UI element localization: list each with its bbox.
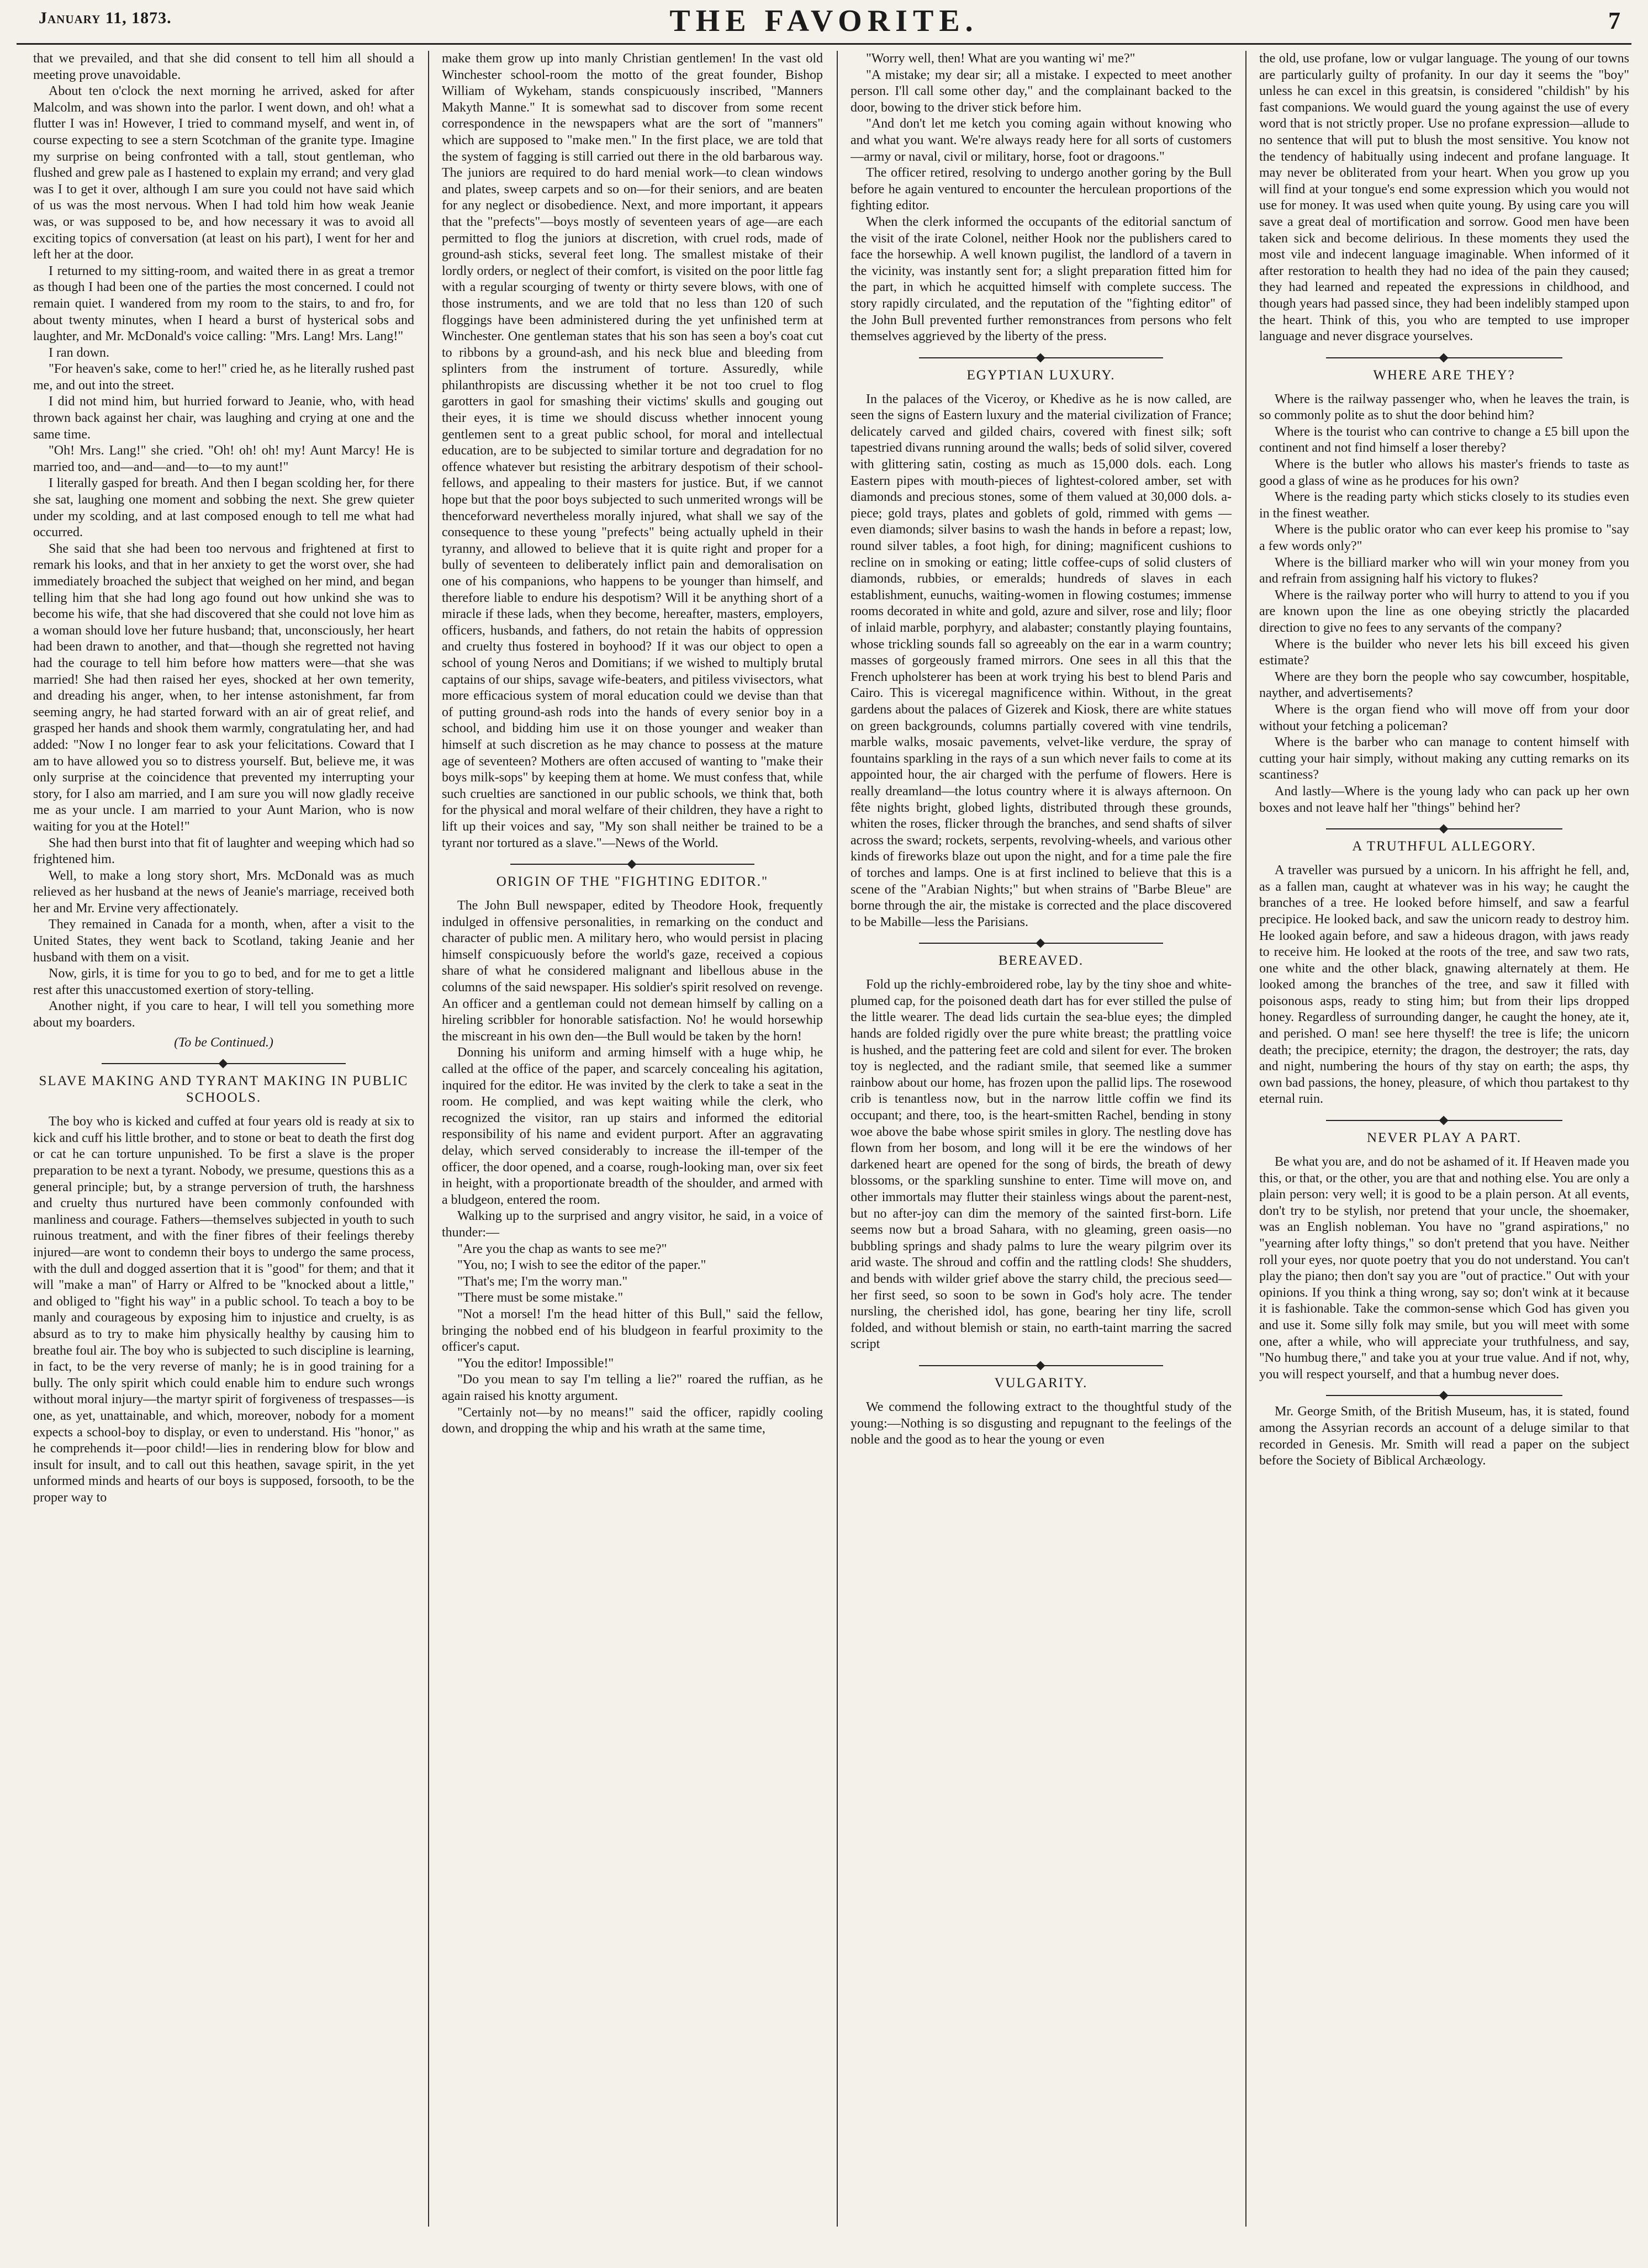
heading-truthful-allegory: A TRUTHFUL ALLEGORY. (1352, 839, 1536, 854)
paragraph: Walking up to the surprised and angry visitor, he said, in a voice of thunder:— (442, 1209, 823, 1240)
paragraph: Mr. George Smith, of the British Museum, has, it is stated, found among the Assyrian records an account of a deluge similar to that recorded in Genesis. Mr. Smith will read a paper on the subject before the Society of Biblical Archæology. (1259, 1404, 1629, 1468)
paragraph: Where is the railway passenger who, when he leaves the train, is so commonly polite as to shut the door behind him? (1259, 392, 1629, 423)
column-rule (428, 51, 429, 2227)
column-4 (1259, 51, 1629, 2227)
paragraph: "For heaven's sake, come to her!" cried he, as he literally rushed past me, and out into the street. (33, 362, 414, 393)
masthead (17, 0, 1631, 41)
section-divider (1259, 1392, 1629, 1399)
column-1 (33, 51, 414, 2227)
paragraph: "Certainly not—by no means!" said the officer, rapidly cooling down, and dropping the whip and his wrath at the same time, (442, 1405, 823, 1436)
paragraph: Another night, if you care to hear, I will tell you something more about my boarders. (33, 999, 414, 1030)
column-rule (1245, 51, 1246, 2227)
issue-date: January 11, 1873. (39, 9, 172, 27)
paragraph: Where is the butler who allows his master's friends to taste as good a glass of wine as he produces for his own? (1259, 457, 1629, 488)
paragraph: "Not a morsel! I'm the head hitter of this Bull," said the fellow, bringing the nobbed end of his bludgeon in fearful proximity to the officer's caput. (442, 1307, 823, 1355)
heading-where-are-they: WHERE ARE THEY? (1373, 367, 1515, 383)
paragraph: Where is the public orator who can ever keep his promise to "say a few words only?" (1259, 522, 1629, 554)
paragraph: "And don't let me ketch you coming again without knowing who and what you want. We're always ready here for all sorts of customers—army or naval, civil or military, horse, foot or dragoons." (851, 117, 1232, 164)
paragraph: Where is the barber who can manage to content himself with cutting your hair simply, without making any cutting remarks on its scantiness? (1259, 735, 1629, 783)
section-divider (442, 860, 823, 868)
paragraph: Fold up the richly-embroidered robe, lay by the tiny shoe and white-plumed cap, for the poisoned death dart has for ever stilled the pulse of the little wearer. The dead lids curtain the sea-blue eyes; the dimpled hands are folded rigidly over the pure white breast; the prattling voice is hushed, and the pattering feet are cold and silent for ever. The broken toy is neglected, and the radiant smile, that seemed like a summer rainbow about our home, has frozen upon the pallid lips. The rosewood crib is tenantless now, but in the narrow little coffin we find its occupant; and there, too, is the heart-smitten Rachel, bending in stony woe above the babe whose spirit smiles in glory. The nestling dove has flown from her bosom, and long will it be ere the windows of her darkened heart are opened for the song of birds, the breath of dewy blossoms, or the sparkling sunshine to enter. Time will move on, and other immortals may flutter their stainless wings about the parent-nest, but no after-joy can dim the memory of the sainted first-born. Life seems now but a broad Sahara, with no gleaming, green oasis—no bubbling springs and shady palms to lure the weary pilgrim over its arid waste. The shroud and coffin and the rattling clods! She shudders, and bends with wilder grief above the starry child, the precious seed—her first seed, so soon to be sown in God's holy acre. The tender nursling, the cherished idol, has gone, bearing her tiny life, scroll folded, and without blemish or stain, no earth-taint marring the sacred script (851, 977, 1232, 1352)
paragraph: Well, to make a long story short, Mrs. McDonald was as much relieved as her husband at the news of Jeanie's marriage, received both her and Mr. Ervine very affectionately. (33, 868, 414, 916)
section-divider (1259, 354, 1629, 362)
paragraph: that we prevailed, and that she did consent to tell him all should a meeting prove unavoidable. (33, 51, 414, 82)
paragraph: the old, use profane, low or vulgar language. The young of our towns are particularly guilty of profanity. In our day it seems the "boy" unless he can excel in this greatsin, is considered "childish" by his fast companions. We would guard the young against the use of every word that is not strictly proper. Use no profane expression—allude to no sentence that will put to blush the most sensitive. You know not the tendency of habitually using indecent and profane language. It may never be obliterated from your heart. When you grow up you will find at your tongue's end some expression which you would not use for money. It was used when quite young. By using care you will save a great deal of mortification and sorrow. Good men have been taken sick and become delirious. In these moments they used the most vile and indecent language imaginable. When informed of it after restoration to health they had no idea of the pain they caused; they had learned and repeated the expressions in childhood, and though years had passed since, they had been indelibly stamped upon the heart. Think of this, you who are tempted to use improper language and never disgrace yourselves. (1259, 51, 1629, 344)
column-3 (851, 51, 1232, 2227)
paragraph: The John Bull newspaper, edited by Theodore Hook, frequently indulged in offensive personalities, in remarking on the conduct and character of public men. A military hero, who would persist in placing himself conspicuously before the world's gaze, received a copious share of what he considered malignant and libellous abuse in the columns of the said newspaper. His soldier's spirit resolved on revenge. An officer and a gentleman could not demean himself by calling on a hireling scribbler for honorable satisfaction. No! he would horsewhip the miscreant in his own den—the Bull would be taken by the horn! (442, 898, 823, 1044)
paragraph: I did not mind him, but hurried forward to Jeanie, who, with head thrown back against her chair, was laughing and crying at one and the same time. (33, 394, 414, 442)
paragraph: I literally gasped for breath. And then I began scolding her, for there she sat, laughing one moment and sobbing the next. She grew quieter under my scolding, and at last composed enough to tell me what had occurred. (33, 476, 414, 540)
paragraph: Where is the reading party which sticks closely to its studies even in the finest weather. (1259, 490, 1629, 521)
paragraph: The officer retired, resolving to undergo another goring by the Bull before he again ventured to encounter the herculean proportions of the fighting editor. (851, 166, 1232, 213)
paragraph: make them grow up into manly Christian gentlemen! In the vast old Winchester school-room the motto of the great founder, Bishop William of Wykeham, stands conspicuously inscribed, "Manners Makyth Manne." It is somewhat sad to discover from some recent correspondence in the newspapers what are the sort of "manners" which are supposed to "make men." In the first place, we are told that the system of fagging is still carried out there in the old barbarous way. The juniors are required to do hard menial work—to clean windows and plates, sweep carpets and so on—for their seniors, and are beaten for any neglect or disobedience. Next, and more important, it appears that the "prefects"—boys mostly of seventeen years of age—are each permitted to flog the juniors at discretion, with cruel rods, made of ground-ash sticks, several feet long. The smallest mistake of their lordly orders, or neglect of their comfort, is visited on the poor little fag with a regular scourging of twenty or thirty severe blows, with one of those instruments, and we are told that no less than 120 of such floggings have been administered during the yet unfinished term at Winchester. One gentleman states that his son has seen a boy's coat cut to ribbons by a ground-ash, and his neck blue and bleeding from splinters from the instrument of torture. Assuredly, while philanthropists are discussing whether it be not too cruel to flog garotters in gaol for smashing their victims' skulls and gouging out their eyes, it is time we should discuss whether innocent young gentlemen sent to a great public school, for moral and intellectual education, are to be subjected to similar torture and degradation for no offence whatever but resisting the arbitrary despotism of their school-fellows, and appealing to their masters for justice. But, if we cannot hope but that the poor boys subjected to such unmerited wrongs will be thenceforward nevertheless morally injured, what shall we say of the consequence to these young "prefects" being actually upheld in their tyranny, and allowed to believe that it is quite right and proper for a bully of seventeen to deliberately inflict pain and demoralisation on one of his companions, who happens to be younger than himself, and therefore liable to endure his despotism? Will it be anything short of a miracle if these lads, when they become, hereafter, masters, employers, officers, husbands, and fathers, do not retain the habits of oppression and cruelty thus fostered in boyhood? If it was our object to open a school of young Neros and Domitians; if we wished to multiply brutal captains of our ships, savage wife-beaters, and pitiless vivisectors, what more efficacious system of moral education could we devise than that of putting ground-ash rods into the hands of every senior boy in a school, and bidding him use it on those younger and weaker than himself at such discretion as he may chance to possess at the mature age of seventeen? Mothers are often accused of wanting to "make their boys milk-sops" by keeping them at home. We must confess that, while such cruelties are sanctioned in our public schools, we think that, both for the physical and moral welfare of their children, they have a right to lift up their voices and say, "My son shall neither be trained to be a tyrant nor tortured as a slave."—News of the World. (442, 51, 823, 850)
paragraph: A traveller was pursued by a unicorn. In his affright he fell, and, as a fallen man, caught at whatever was in his way; he caught the branches of a tree. He looked before himself, and saw a fearful precipice. He looked back, and saw the unicorn ready to destroy him. He looked again before, and saw a hideous dragon, with jaws ready to receive him. He looked at the roots of the tree, and saw two rats, one white and the other black, gnawing alternately at them. He looked among the branches of the tree, and saw it filled with poisonous asps, ready to sting him; but from their lips dropped honey. Regardless of surrounding danger, he caught the honey, ate it, and perished. O man! see here thyself! the tree is life; the unicorn death; the precipice, eternity; the dragon, the destroyer; the rats, day and night, numbering the hours of thy stay on earth; the asps, thy own bad passions, the honey, pleasure, of which thou partakest to thy eternal ruin. (1259, 863, 1629, 1107)
paragraph: In the palaces of the Viceroy, or Khedive as he is now called, are seen the signs of Eastern luxury and the material civilization of France; delicately carved and gilded chairs, covered with finest silk; soft tapestried divans running around the walls; beds of solid silver, covered with glittering satin, costing as much as 15,000 dols. each. Long Eastern pipes with mouth-pieces of lightest-colored amber, set with diamonds and precious stones, some of them valued at 30,000 dols. a-piece; gold trays, plates and goblets of gold, rimmed with gems — even diamonds; silver basins to wash the hands in before a repast; low, round silver tables, a foot high, for dining; magnificent cushions to recline on in smoking or eating; little coffee-cups of solid clusters of diamonds, rubbies, or emeralds; hundreds of slaves in each establishment, eunuchs, waiting-women in flowing costumes; immense rooms decorated in white and gold, azure and silver, rose and lily; floor of inlaid marble, porphyry, and alabaster; constantly playing fountains, whose trickling sounds fall so agreeably on the ear in a warm country; masses of gorgeously framed mirrors. One sees in all this that the French upholsterer has been at work trying his best to blend Paris and Cairo. This is viceregal magnificence within. Without, in the great gardens about the palaces of Gizerek and Kiosk, there are white statues on green backgrounds, columns partially covered with vine tendrils, marble walks, mosaic pavements, velvet-like verdure, the spray of fountains sparkling in the rays of a sun which never fails to come at its appointed hour, the air charged with the perfume of flowers. Here is really dreamland—the lotus country where it is always afternoon. On fête nights bright, globed lights, distributed through these grounds, whiten the roses, flicker through the branches, and send shafts of silver across the sward; rockets, serpents, revolving-wheels, and various other kinds of fireworks blaze out upon the night, and for a time pale the fire of torches and lamps. One is at first inclined to believe that this is a scene of the "Arabian Nights;" but when strains of "Barbe Bleue" are borne through the air, the mistake is corrected and the place discovered to be Mabille—less the Parisians. (851, 392, 1232, 929)
section-divider (1259, 825, 1629, 833)
paragraph: And lastly—Where is the young lady who can pack up her own boxes and not leave half her "things" behind her? (1259, 784, 1629, 815)
column-rule (837, 51, 838, 2227)
paragraph: She said that she had been too nervous and frightened at first to remark his looks, and that in her anxiety to get the worst over, she had immediately broached the subject that weighed on her mind, and began telling him that she had long ago found out how unkind she was to become his wife, that she had discovered that she could not love him as a woman should love her future husband; that, unconsciously, her heart had been drawn to another, and that—though she regretted not having had the courage to tell him before how matters were—that she was married! She had then raised her eyes, shocked at her own temerity, and dreading his anger, when, to her intense astonishment, far from seeming angry, he had started forward with an air of great relief, and grasped her hands and shook them warmly, congratulating her, and had added: "Now I no longer fear to ask your felicitations. Coward that I am to have allowed you so to distress yourself. But, believe me, it was only surprise at the coincidence that prevented my interrupting your story, for I also am married, and I am sure you will now gladly receive me as your uncle. I am married to your Aunt Marion, who is now waiting for you at the Hotel!" (33, 541, 414, 834)
paragraph: We commend the following extract to the thoughtful study of the young:—Nothing is so disgusting and repugnant to the feelings of the noble and the good as to hear the young or even (851, 1399, 1232, 1447)
heading-egyptian-luxury: EGYPTIAN LUXURY. (966, 367, 1116, 383)
paragraph: The boy who is kicked and cuffed at four years old is ready at six to kick and cuff his little brother, and to stone or beat to death the first dog or cat he can torture unpunished. To be first a slave is the proper preparation to be next a tyrant. Nobody, we presume, questions this as a general principle; but, by a strange perversion of truth, the harshness and cruelty thus nurtured have been commonly confounded with manliness and courage. Fathers—themselves subjected in youth to such ruinous treatment, and with the finer fibres of their feelings thereby injured—are wont to condemn their boys to undergo the same process, with the dull and dogged assertion that it is "good" for them; and that it will "make a man" of Harry or Alfred to be "knocked about a little," and obliged to "fight his way" in a public school. To teach a boy to be manly and courageous by exposing him to injustice and cruelty, is as absurd as to try to make him physically healthy by causing him to breathe foul air. The boy who is subjected to such discipline is learning, in fact, to be the very reverse of manly; he is in good training for a bully. The only spirit which could enable him to endure such wrongs without moral injury—the martyr spirit of forgiveness of trespasses—is one, as yet, unattainable, and which, moreover, nobody for a moment expects a school-boy to display, or even to understand. His "honor," as he comprehends it—poor child!—lies in rendering blow for blow and insult for insult, and to call out this heathen, savage spirit, in the yet unformed minds and hearts of our boys is supposed, forsooth, to be the proper way to (33, 1114, 414, 1505)
paragraph: They remained in Canada for a month, when, after a visit to the United States, they went back to Scotland, taking Jeanie and her husband with them on a visit. (33, 917, 414, 965)
paragraph: "A mistake; my dear sir; all a mistake. I expected to meet another person. I'll call some other day," and the complainant backed to the door, bowing to the driver stick before him. (851, 67, 1232, 115)
heading-bereaved: BEREAVED. (998, 953, 1084, 969)
paragraph: "Do you mean to say I'm telling a lie?" roared the ruffian, as he again raised his knotty argument. (442, 1372, 823, 1403)
paragraph: "Oh! Mrs. Lang!" she cried. "Oh! oh! oh! my! Aunt Marcy! He is married too, and—and—and—to—to my aunt!" (33, 443, 414, 474)
to-be-continued: (To be Continued.) (174, 1035, 273, 1050)
newspaper-title: THE FAVORITE. (669, 4, 979, 38)
heading-slave-making: SLAVE MAKING AND TYRANT MAKING IN PUBLIC SCHOOLS. (39, 1074, 409, 1106)
section-divider (851, 354, 1232, 362)
paragraph: I returned to my sitting-room, and waited there in as great a tremor as though I had been one of the parties the most concerned. I could not remain quiet. I wandered from my room to the stairs, to and fro, for about twenty minutes, when I heard a burst of hysterical sobs and laughter, and Mr. McDonald's voice calling: "Mrs. Lang! Mrs. Lang!" (33, 263, 414, 344)
paragraph: She had then burst into that fit of laughter and weeping which had so frightened him. (33, 836, 414, 867)
paragraph: About ten o'clock the next morning he arrived, asked for after Malcolm, and was shown into the parlor. I went down, and oh! what a flutter I was in! However, I tried to command myself, and went in, of course expecting to see a stern Scotchman of the granite type. Imagine my surprise on being confronted with a tall, stout gentleman, who flushed and grew pale as I hastened to explain my errand; and very glad was I to get it over, although I am sure you could not have said which of us was the most nervous. When I had told him how weak Jeanie was, or was supposed to be, and how necessary it was to avoid all exciting topics of conversation (at least on his part), I went for her and left her at the door. (33, 84, 414, 262)
paragraph: Where is the builder who never lets his bill exceed his given estimate? (1259, 637, 1629, 668)
paragraph: "Worry well, then! What are you wanting wi' me?" (866, 51, 1135, 66)
paragraph: "Are you the chap as wants to see me?" (457, 1241, 667, 1256)
heading-never-play-a-part: NEVER PLAY A PART. (1367, 1130, 1522, 1146)
paragraph: "There must be some mistake." (457, 1291, 624, 1305)
paragraph: "That's me; I'm the worry man." (457, 1274, 628, 1289)
paragraph: Where is the railway porter who will hurry to attend to you if you are known upon the line as one obeying strictly the placarded direction to give no fees to any servants of the company? (1259, 588, 1629, 635)
paragraph: Where are they born the people who say cowcumber, hospitable, nayther, and advertisements? (1259, 669, 1629, 701)
paragraph: When the clerk informed the occupants of the editorial sanctum of the visit of the irate Colonel, neither Hook nor the publishers cared to face the horsewhip. A well known pugilist, the landlord of a tavern in the vicinity, was instantly sent for; a slight preparation fitted him for the part, in which he acquitted himself with complete success. The story rapidly circulated, and the reputation of the "fighting editor" of the John Bull prevented further remonstrances from persons who felt themselves aggrieved by the liberty of the press. (851, 214, 1232, 344)
paragraph: Where is the organ fiend who will move off from your door without your fetching a policeman? (1259, 702, 1629, 733)
heading-vulgarity: VULGARITY. (994, 1375, 1088, 1391)
paragraph: Now, girls, it is time for you to go to bed, and for me to get a little rest after this unaccustomed exertion of story-telling. (33, 966, 414, 997)
story-continuation (33, 51, 414, 1051)
column-2 (442, 51, 823, 2227)
paragraph: "You, no; I wish to see the editor of the paper." (457, 1258, 706, 1273)
heading-fighting-editor: ORIGIN OF THE "FIGHTING EDITOR." (496, 874, 769, 890)
masthead-rule (17, 43, 1631, 45)
page-number: 7 (1608, 7, 1620, 34)
paragraph: Where is the billiard marker who will win your money from you and refrain from assigning half his victory to flukes? (1259, 555, 1629, 586)
section-divider (1259, 1117, 1629, 1124)
paragraph: "You the editor! Impossible!" (457, 1356, 614, 1371)
paragraph: Be what you are, and do not be ashamed of it. If Heaven made you this, or that, or the other, you are that and nothing else. You are only a plain person: very well; it is good to be a plain person. At all events, don't try to be stylish, nor pretend that your uncle, the shoemaker, was an English nobleman. You have no "grand aspirations," no "yearning after lofty things," so don't pretend that you have. Neither roll your eyes, nor quote poetry that you do not understand. You can't play the piano; then don't say you are "out of practice." Out with your opinions. If you think a thing wrong, say so; don't wink at it because it is fashionable. Take the common-sense which God has given you and use it. Some silly folk may smile, but you will meet with some one, after a while, who will appreciate your truthfulness, and say, "No humbug there," and take you at your true value. And if not, why, you will respect yourself, and that a humbug never does. (1259, 1155, 1629, 1382)
paragraph: Where is the tourist who can contrive to change a £5 bill upon the continent and not find himself a loser thereby? (1259, 424, 1629, 456)
paragraph: I ran down. (49, 345, 109, 360)
section-divider (851, 939, 1232, 947)
section-divider (33, 1060, 414, 1067)
paragraph: Donning his uniform and arming himself with a huge whip, he called at the office of the paper, and scarcely concealing his agitation, inquired for the editor. He was invited by the clerk to take a seat in the room. He complied, and was kept waiting while the clerk, who recognized the visitor, ran up stairs and informed the editorial responsibility of his name and evident purport. After an aggravating delay, which served considerably to increase the ill-temper of the officer, the door opened, and a coarse, rough-looking man, over six feet in height, with a proportionate breadth of the shoulder, and armed with a bludgeon, entered the room. (442, 1045, 823, 1207)
section-divider (851, 1362, 1232, 1370)
